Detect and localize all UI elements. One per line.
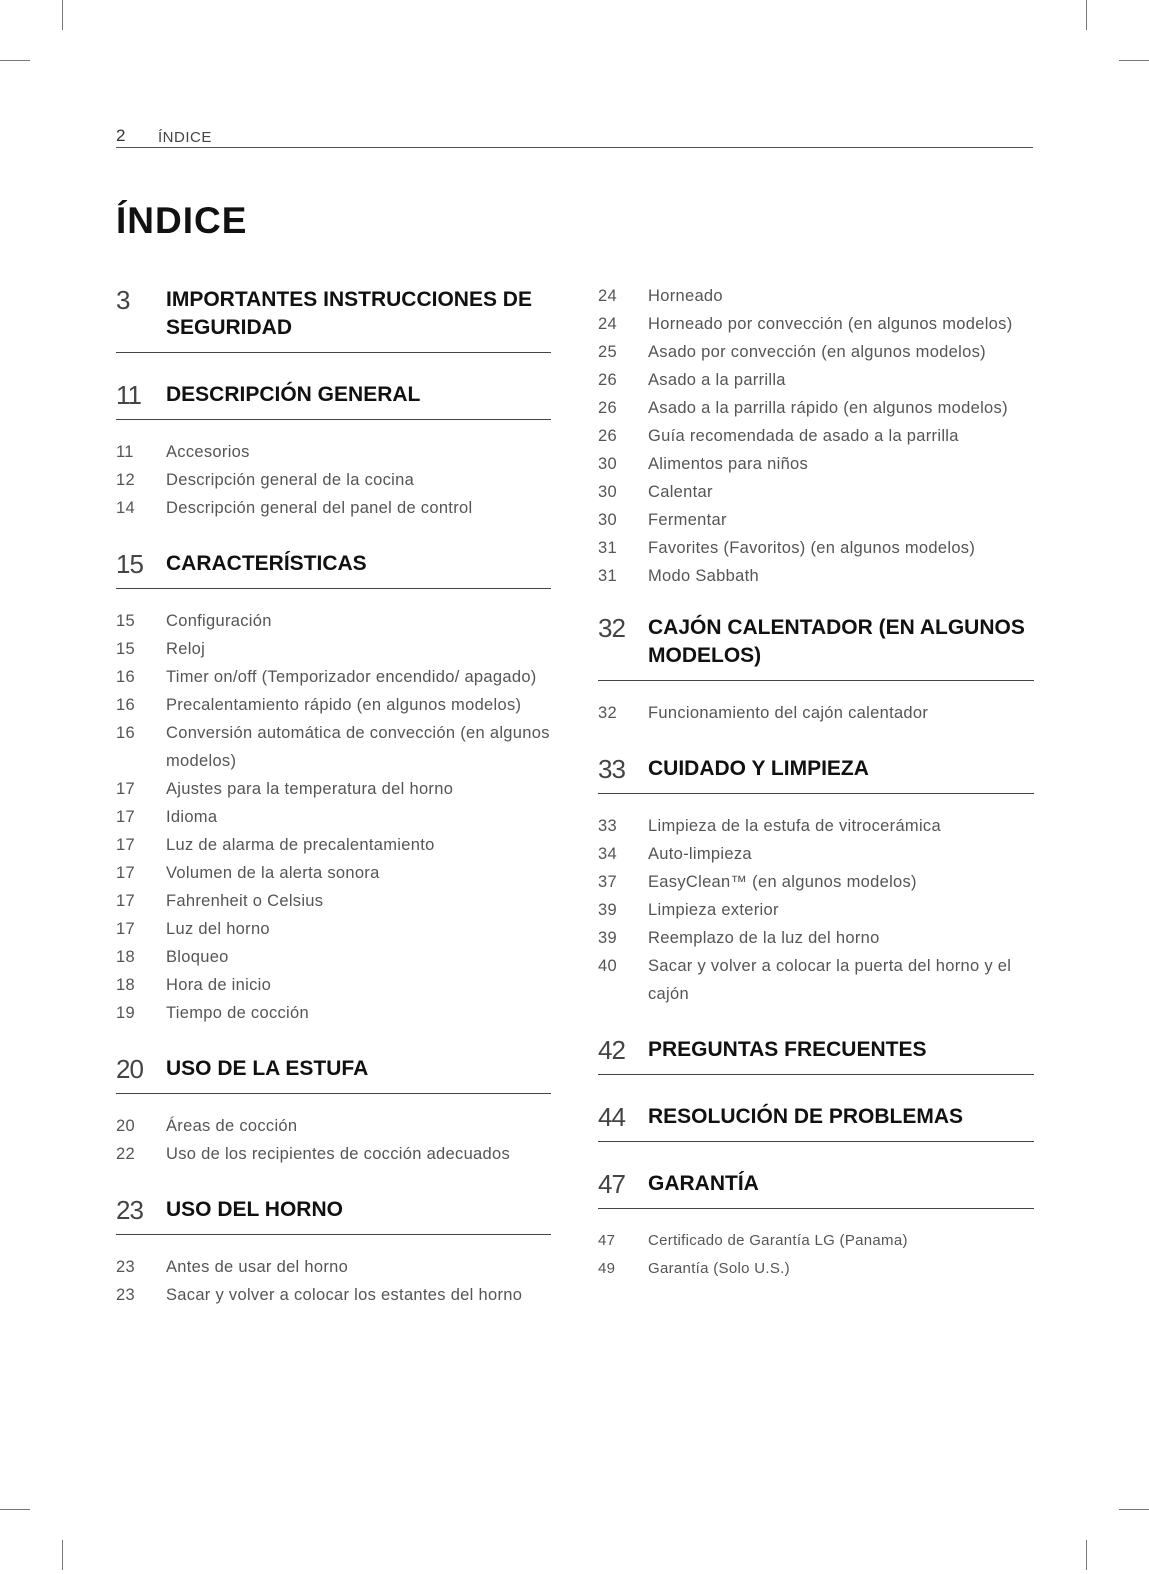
toc-entry-text: Configuración [166, 612, 272, 630]
toc-entry[interactable] [116, 1281, 551, 1309]
toc-entry[interactable] [116, 607, 551, 635]
toc-entry-page: 26 [598, 371, 617, 389]
toc-entry-page: 12 [116, 471, 135, 489]
toc-entry-page: 23 [116, 1258, 135, 1276]
toc-entry[interactable] [116, 719, 551, 775]
toc-entry-text: Garantía (Solo U.S.) [648, 1260, 790, 1277]
toc-entry[interactable] [598, 450, 1034, 478]
toc-entry[interactable] [116, 663, 551, 691]
toc-entry-text: Asado por convección (en algunos modelos) [648, 343, 986, 361]
crop-mark [62, 1540, 63, 1570]
toc-entry[interactable] [598, 478, 1034, 506]
toc-entry[interactable] [598, 1255, 1034, 1283]
toc-entry-page: 32 [598, 704, 617, 722]
toc-entry-page: 17 [116, 892, 135, 910]
crop-mark [1086, 0, 1087, 30]
toc-entry-text: Horneado por convección (en algunos modelos) [648, 315, 1013, 333]
toc-entry[interactable] [598, 562, 1034, 590]
toc-entry-page: 26 [598, 427, 617, 445]
toc-entry-page: 39 [598, 901, 617, 919]
toc-entry-text: Alimentos para niños [648, 455, 809, 473]
toc-section-title: CARACTERÍSTICAS [166, 552, 367, 575]
toc-entry-page: 11 [116, 443, 134, 461]
toc-entry-page: 17 [116, 836, 135, 854]
toc-section-number: 20 [116, 1054, 143, 1084]
toc-entry-text: Antes de usar del horno [166, 1258, 349, 1276]
toc-entry-page: 31 [598, 567, 617, 585]
toc-section-heading[interactable] [598, 1036, 1034, 1075]
toc-entry-text: Tiempo de cocción [166, 1004, 309, 1022]
toc-left-column [116, 286, 551, 1337]
toc-entry-text: Uso de los recipientes de cocción adecuados [166, 1145, 511, 1163]
toc-entry[interactable] [116, 775, 551, 803]
toc-entry-page: 40 [598, 957, 617, 975]
toc-entry-page: 24 [598, 287, 617, 305]
toc-entry-page: 17 [116, 864, 135, 882]
toc-entry-page: 16 [116, 668, 135, 686]
toc-entry-page: 39 [598, 929, 617, 947]
toc-section-number: 32 [598, 613, 625, 643]
toc-entry-page: 16 [116, 696, 135, 714]
toc-section-title: USO DEL HORNO [166, 1198, 343, 1221]
toc-entry-page: 33 [598, 817, 617, 835]
toc-entry[interactable] [598, 534, 1034, 562]
toc-section-heading[interactable] [598, 1170, 1034, 1209]
toc-entry[interactable] [116, 831, 551, 859]
toc-entry[interactable] [116, 859, 551, 887]
crop-mark [62, 0, 63, 30]
toc-entry-page: 25 [598, 343, 617, 361]
toc-section-title: IMPORTANTES INSTRUCCIONES DE SEGURIDAD [166, 288, 532, 339]
crop-mark [1119, 60, 1149, 61]
toc-entry-text: Guía recomendada de asado a la parrilla [648, 427, 959, 445]
toc-section-heading[interactable] [598, 614, 1034, 681]
toc-entry[interactable] [116, 943, 551, 971]
toc-entry-text: EasyClean™ (en algunos modelos) [648, 873, 917, 891]
toc-entry[interactable] [598, 1227, 1034, 1255]
toc-section-heading[interactable] [116, 381, 551, 420]
toc-entry[interactable] [116, 999, 551, 1027]
toc-entry-page: 24 [598, 315, 617, 333]
toc-entry-text: Certificado de Garantía LG (Panama) [648, 1232, 908, 1249]
toc-section-title: USO DE LA ESTUFA [166, 1057, 369, 1080]
toc-section-number: 42 [598, 1035, 625, 1065]
toc-section-heading[interactable] [116, 550, 551, 589]
toc-entry-text: Idioma [166, 808, 218, 826]
toc-entry-page: 26 [598, 399, 617, 417]
toc-entry[interactable] [598, 812, 1034, 840]
running-header [116, 126, 1033, 148]
toc-entry[interactable] [116, 438, 551, 466]
crop-mark [1086, 1540, 1087, 1570]
toc-entry-text: Funcionamiento del cajón calentador [648, 704, 929, 722]
toc-entry-text: Bloqueo [166, 948, 229, 966]
toc-entry-page: 14 [116, 499, 135, 517]
toc-entry[interactable] [598, 310, 1034, 338]
toc-entry-list [116, 607, 551, 1027]
toc-entry-text: Asado a la parrilla rápido (en algunos modelos) [648, 399, 1008, 417]
toc-entry-text: Limpieza de la estufa de vitrocerámica [648, 817, 941, 835]
toc-entry[interactable] [116, 1140, 551, 1168]
toc-entry-list [598, 282, 1034, 590]
toc-section-heading[interactable] [116, 1055, 551, 1094]
toc-entry-list [116, 1112, 551, 1168]
toc-right-column [598, 282, 1034, 1311]
toc-entry-page: 22 [116, 1145, 135, 1163]
toc-entry[interactable] [598, 868, 1034, 896]
page-number: 2 [116, 126, 126, 145]
toc-section-title: DESCRIPCIÓN GENERAL [166, 383, 421, 406]
toc-section-number: 47 [598, 1169, 625, 1199]
toc-entry[interactable] [598, 394, 1034, 422]
toc-entry[interactable] [598, 952, 1034, 1008]
toc-section-number: 23 [116, 1195, 143, 1225]
toc-entry-text: Calentar [648, 483, 713, 501]
toc-entry-list [598, 1227, 1034, 1283]
toc-entry-page: 37 [598, 873, 617, 891]
toc-entry-text: Volumen de la alerta sonora [166, 864, 380, 882]
toc-entry[interactable] [598, 506, 1034, 534]
toc-section-title: RESOLUCIÓN DE PROBLEMAS [648, 1105, 964, 1128]
toc-entry[interactable] [598, 338, 1034, 366]
toc-entry-text: Luz de alarma de precalentamiento [166, 836, 435, 854]
toc-entry[interactable] [598, 924, 1034, 952]
toc-section-number: 44 [598, 1102, 625, 1132]
toc-entry-page: 17 [116, 808, 135, 826]
toc-entry[interactable] [598, 840, 1034, 868]
toc-section-heading[interactable] [598, 1103, 1034, 1142]
toc-entry[interactable] [598, 422, 1034, 450]
toc-entry-text: Áreas de cocción [166, 1117, 298, 1135]
toc-entry-text: Modo Sabbath [648, 567, 759, 585]
toc-entry[interactable] [116, 466, 551, 494]
toc-entry-text: Descripción general de la cocina [166, 471, 415, 489]
toc-section-title: CAJÓN CALENTADOR (EN ALGUNOS MODELOS) [648, 616, 1025, 667]
toc-entry-page: 34 [598, 845, 617, 863]
toc-entry[interactable] [598, 896, 1034, 924]
toc-section-heading[interactable] [116, 286, 551, 353]
toc-entry-text: Luz del horno [166, 920, 270, 938]
toc-entry-page: 17 [116, 920, 135, 938]
toc-section-title: PREGUNTAS FRECUENTES [648, 1038, 927, 1061]
toc-entry-text: Reloj [166, 640, 206, 658]
toc-entry-page: 18 [116, 976, 135, 994]
toc-entry-list [598, 699, 1034, 727]
toc-entry[interactable] [598, 282, 1034, 310]
toc-section-title: CUIDADO Y LIMPIEZA [648, 757, 869, 780]
toc-section-heading[interactable] [598, 755, 1034, 794]
toc-section-heading[interactable] [116, 1196, 551, 1235]
toc-entry-page: 15 [116, 640, 135, 658]
toc-entry-text: Horneado [648, 287, 723, 305]
toc-entry-text: Precalentamiento rápido (en algunos modelos) [166, 696, 522, 714]
toc-entry-page: 47 [598, 1232, 616, 1249]
toc-entry-page: 18 [116, 948, 135, 966]
toc-entry-text: Favorites (Favoritos) (en algunos modelos) [648, 539, 976, 557]
toc-entry[interactable] [116, 635, 551, 663]
toc-entry-text: Sacar y volver a colocar la puerta del horno y el cajón [648, 957, 1012, 1003]
toc-entry[interactable] [116, 803, 551, 831]
toc-entry[interactable] [116, 887, 551, 915]
toc-entry-page: 17 [116, 780, 135, 798]
crop-mark [0, 60, 30, 61]
toc-entry[interactable] [116, 915, 551, 943]
toc-entry-text: Descripción general del panel de control [166, 499, 473, 517]
header-title: ÍNDICE [158, 129, 212, 146]
toc-entry-text: Asado a la parrilla [648, 371, 786, 389]
toc-entry-page: 49 [598, 1260, 616, 1277]
toc-section-number: 33 [598, 754, 625, 784]
toc-entry[interactable] [116, 971, 551, 999]
toc-entry-text: Conversión automática de convección (en algunos modelos) [166, 724, 550, 770]
toc-entry-page: 23 [116, 1286, 135, 1304]
toc-section-number: 3 [116, 285, 130, 315]
toc-entry-page: 15 [116, 612, 135, 630]
toc-entry-text: Sacar y volver a colocar los estantes del horno [166, 1286, 523, 1304]
toc-entry[interactable] [116, 1253, 551, 1281]
toc-entry[interactable] [116, 494, 551, 522]
toc-entry-text: Accesorios [166, 443, 250, 461]
toc-entry[interactable] [598, 366, 1034, 394]
crop-mark [1119, 1509, 1149, 1510]
toc-entry-list [116, 438, 551, 522]
toc-section-number: 15 [116, 549, 143, 579]
toc-entry-text: Limpieza exterior [648, 901, 779, 919]
toc-section-title: GARANTÍA [648, 1172, 759, 1195]
toc-entry-page: 31 [598, 539, 617, 557]
toc-entry-page: 30 [598, 455, 617, 473]
toc-entry[interactable] [598, 699, 1034, 727]
toc-entry-text: Fermentar [648, 511, 727, 529]
toc-entry-text: Timer on/off (Temporizador encendido/ apagado) [166, 668, 537, 686]
toc-entry-text: Hora de inicio [166, 976, 272, 994]
toc-entry-page: 30 [598, 511, 617, 529]
toc-entry-text: Auto-limpieza [648, 845, 752, 863]
toc-entry-list [598, 812, 1034, 1008]
toc-entry-page: 30 [598, 483, 617, 501]
toc-entry-page: 20 [116, 1117, 135, 1135]
toc-entry-list [116, 1253, 551, 1309]
crop-mark [0, 1509, 30, 1510]
page-title: ÍNDICE [116, 200, 248, 241]
toc-entry-text: Ajustes para la temperatura del horno [166, 780, 454, 798]
toc-entry-text: Fahrenheit o Celsius [166, 892, 324, 910]
toc-entry[interactable] [116, 1112, 551, 1140]
toc-entry-page: 16 [116, 724, 135, 742]
toc-entry[interactable] [116, 691, 551, 719]
toc-entry-text: Reemplazo de la luz del horno [648, 929, 880, 947]
toc-section-number: 11 [116, 380, 141, 410]
toc-entry-page: 19 [116, 1004, 135, 1022]
